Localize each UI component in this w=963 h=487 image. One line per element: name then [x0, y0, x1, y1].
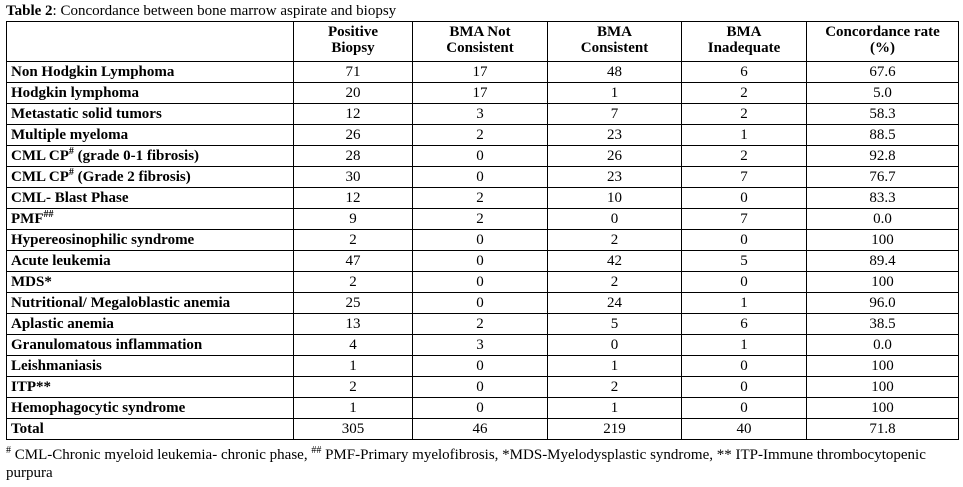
- row-label: CML CP# (grade 0-1 fibrosis): [7, 146, 294, 167]
- table-cell: 38.5: [807, 314, 959, 335]
- table-cell: 71.8: [807, 419, 959, 440]
- table-row: [7, 377, 959, 398]
- table-body: [7, 62, 959, 440]
- table-cell: 0: [413, 251, 548, 272]
- row-label: Total: [7, 419, 294, 440]
- table-cell: 0: [413, 377, 548, 398]
- table-cell: 305: [294, 419, 413, 440]
- table-cell: 26: [548, 146, 682, 167]
- table-cell: 3: [413, 104, 548, 125]
- table-cell: 2: [548, 377, 682, 398]
- table-cell: 0: [413, 293, 548, 314]
- table-cell: 1: [548, 398, 682, 419]
- header-row: [7, 22, 959, 62]
- table-cell: 7: [548, 104, 682, 125]
- table-cell: 100: [807, 377, 959, 398]
- table-cell: 2: [294, 377, 413, 398]
- table-cell: 0: [682, 398, 807, 419]
- table-cell: 1: [682, 125, 807, 146]
- table-row: [7, 398, 959, 419]
- header-cell: BMA Inadequate: [682, 22, 807, 62]
- table-cell: 0: [682, 377, 807, 398]
- table-cell: 1: [682, 335, 807, 356]
- header-cell: Positive Biopsy: [294, 22, 413, 62]
- table-row: [7, 209, 959, 230]
- table-cell: 89.4: [807, 251, 959, 272]
- table-cell: 3: [413, 335, 548, 356]
- table-cell: 23: [548, 167, 682, 188]
- row-label: CML- Blast Phase: [7, 188, 294, 209]
- table-cell: 2: [413, 209, 548, 230]
- table-cell: 17: [413, 62, 548, 83]
- row-label: Leishmaniasis: [7, 356, 294, 377]
- table-cell: 7: [682, 209, 807, 230]
- row-label: CML CP# (Grade 2 fibrosis): [7, 167, 294, 188]
- table-cell: 0.0: [807, 209, 959, 230]
- table-row: [7, 335, 959, 356]
- table-cell: 12: [294, 104, 413, 125]
- table-row: [7, 62, 959, 83]
- table-cell: 76.7: [807, 167, 959, 188]
- table-cell: 0: [548, 335, 682, 356]
- header-cell: BMA Consistent: [548, 22, 682, 62]
- table-cell: 7: [682, 167, 807, 188]
- total-row: [7, 419, 959, 440]
- footnote-sup: ##: [311, 445, 322, 456]
- row-label: Hodgkin lymphoma: [7, 83, 294, 104]
- table-cell: 1: [548, 356, 682, 377]
- table-cell: 6: [682, 62, 807, 83]
- table-cell: 58.3: [807, 104, 959, 125]
- table-cell: 0: [682, 272, 807, 293]
- table-cell: 5.0: [807, 83, 959, 104]
- table-cell: 4: [294, 335, 413, 356]
- table-cell: 17: [413, 83, 548, 104]
- table-cell: 20: [294, 83, 413, 104]
- table-cell: 47: [294, 251, 413, 272]
- header-cell: BMA Not Consistent: [413, 22, 548, 62]
- row-label: Acute leukemia: [7, 251, 294, 272]
- table-cell: 42: [548, 251, 682, 272]
- table-row: [7, 314, 959, 335]
- table-cell: 30: [294, 167, 413, 188]
- table-cell: 0: [413, 167, 548, 188]
- table-cell: 25: [294, 293, 413, 314]
- row-label: Hemophagocytic syndrome: [7, 398, 294, 419]
- table-cell: 28: [294, 146, 413, 167]
- caption-text: : Concordance between bone marrow aspirate and biopsy: [52, 3, 397, 19]
- table-footnote: [6, 446, 961, 482]
- table-cell: 2: [294, 230, 413, 251]
- table-cell: 10: [548, 188, 682, 209]
- table-row: [7, 272, 959, 293]
- table-cell: 0: [682, 188, 807, 209]
- table-row: [7, 167, 959, 188]
- table-row: [7, 356, 959, 377]
- table-cell: 71: [294, 62, 413, 83]
- footnote-text: PMF-Primary myelofibrosis, *MDS-Myelodysplastic syndrome, ** ITP-Immune thrombocytopenic purpura: [6, 447, 926, 481]
- table-row: [7, 188, 959, 209]
- table-row: [7, 83, 959, 104]
- footnote-text: CML-Chronic myeloid leukemia- chronic phase,: [11, 447, 312, 463]
- table-cell: 26: [294, 125, 413, 146]
- table-cell: 92.8: [807, 146, 959, 167]
- table-cell: 0: [682, 230, 807, 251]
- table-cell: 46: [413, 419, 548, 440]
- row-label: Metastatic solid tumors: [7, 104, 294, 125]
- table-cell: 48: [548, 62, 682, 83]
- table-cell: 0: [413, 146, 548, 167]
- table-cell: 0: [413, 356, 548, 377]
- table-cell: 2: [548, 272, 682, 293]
- table-cell: 0: [413, 230, 548, 251]
- table-cell: 100: [807, 272, 959, 293]
- table-cell: 0.0: [807, 335, 959, 356]
- table-cell: 100: [807, 230, 959, 251]
- table-cell: 100: [807, 398, 959, 419]
- table-row: [7, 293, 959, 314]
- table-cell: 2: [682, 104, 807, 125]
- table-caption: [6, 2, 396, 20]
- header-cell: [7, 22, 294, 62]
- table-row: [7, 146, 959, 167]
- table-cell: 2: [548, 230, 682, 251]
- table-cell: 2: [682, 83, 807, 104]
- row-label: Non Hodgkin Lymphoma: [7, 62, 294, 83]
- table-cell: 13: [294, 314, 413, 335]
- table-cell: 88.5: [807, 125, 959, 146]
- table-cell: 67.6: [807, 62, 959, 83]
- row-label: ITP**: [7, 377, 294, 398]
- table-cell: 0: [682, 356, 807, 377]
- table-cell: 83.3: [807, 188, 959, 209]
- row-label-sup: #: [68, 146, 74, 157]
- table-cell: 5: [548, 314, 682, 335]
- row-label: Multiple myeloma: [7, 125, 294, 146]
- table-row: [7, 230, 959, 251]
- table-cell: 0: [413, 272, 548, 293]
- table-cell: 2: [413, 125, 548, 146]
- footnote-sup: #: [6, 445, 11, 456]
- row-label-sup: #: [68, 167, 74, 178]
- table-row: [7, 125, 959, 146]
- table-cell: 1: [682, 293, 807, 314]
- row-label: MDS*: [7, 272, 294, 293]
- table-cell: 40: [682, 419, 807, 440]
- table-cell: 1: [294, 356, 413, 377]
- table-cell: 0: [548, 209, 682, 230]
- table-cell: 9: [294, 209, 413, 230]
- table-cell: 1: [294, 398, 413, 419]
- table-cell: 100: [807, 356, 959, 377]
- table-cell: 0: [413, 398, 548, 419]
- concordance-table: [6, 21, 959, 440]
- table-cell: 23: [548, 125, 682, 146]
- table-cell: 5: [682, 251, 807, 272]
- row-label: Aplastic anemia: [7, 314, 294, 335]
- table-cell: 2: [413, 188, 548, 209]
- table-cell: 1: [548, 83, 682, 104]
- table-cell: 12: [294, 188, 413, 209]
- row-label-sup: ##: [43, 209, 54, 220]
- row-label: Granulomatous inflammation: [7, 335, 294, 356]
- table-cell: 6: [682, 314, 807, 335]
- table-cell: 2: [413, 314, 548, 335]
- row-label: Nutritional/ Megaloblastic anemia: [7, 293, 294, 314]
- table-row: [7, 104, 959, 125]
- table-cell: 2: [294, 272, 413, 293]
- header-cell: Concordance rate (%): [807, 22, 959, 62]
- table-cell: 96.0: [807, 293, 959, 314]
- table-row: [7, 251, 959, 272]
- table-cell: 24: [548, 293, 682, 314]
- row-label: PMF##: [7, 209, 294, 230]
- table-cell: 2: [682, 146, 807, 167]
- row-label: Hypereosinophilic syndrome: [7, 230, 294, 251]
- caption-label: Table 2: [6, 3, 53, 19]
- table-cell: 219: [548, 419, 682, 440]
